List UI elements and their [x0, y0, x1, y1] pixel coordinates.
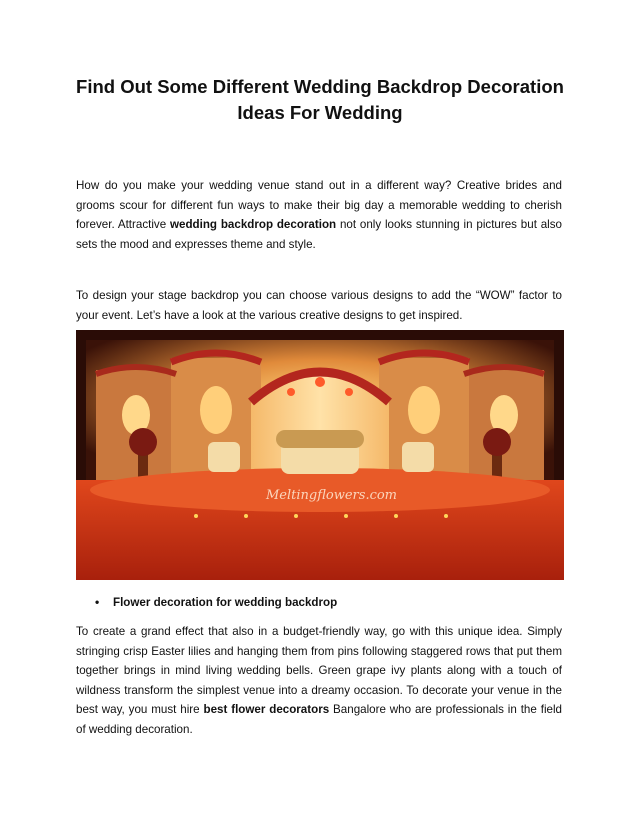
bullet-dot: •	[95, 595, 100, 609]
intro-text-end: not only looks stunning in pictures but also sets the mood and expresses theme and style.	[76, 218, 563, 251]
intro-bold-keyword: wedding backdrop decoration	[170, 218, 337, 231]
photo-watermark: Meltingflowers.com	[266, 488, 398, 503]
bullet-item	[95, 593, 337, 612]
intro-text-start: How do you make your wedding venue stand out in a different way? Creative brides and grooms scour for different fun ways to make their big day a memorable wedding to cherish forever. Attractive	[76, 179, 562, 231]
bullet-text: Flower decoration for wedding backdrop	[113, 596, 338, 609]
flower-text-end: Bangalore who are professionals in the field of wedding decoration.	[76, 703, 562, 736]
page-title: Find Out Some Different Wedding Backdrop Decoration Ideas For Wedding	[76, 76, 564, 123]
intro-paragraph	[76, 176, 562, 254]
flower-bold-keyword: best flower decorators	[203, 703, 330, 716]
flower-text-start: To create a grand effect that also in a budget-friendly way, go with this unique idea. Simply stringing crisp Easter lilies and hanging them from pins following staggered rows that put them together brings in mind living wedding bells. Green grape ivy plants along with a touch of wildness transform the simplest venue into a dreamy occasion. To decorate your venue in the best way, you must hire	[76, 625, 562, 716]
flower-paragraph	[76, 622, 562, 739]
design-paragraph: To design your stage backdrop you can choose various designs to add the “WOW” factor to your event. Let’s have a look at the various creative designs to get inspired.	[76, 289, 562, 322]
wedding-stage-photo	[76, 330, 564, 580]
